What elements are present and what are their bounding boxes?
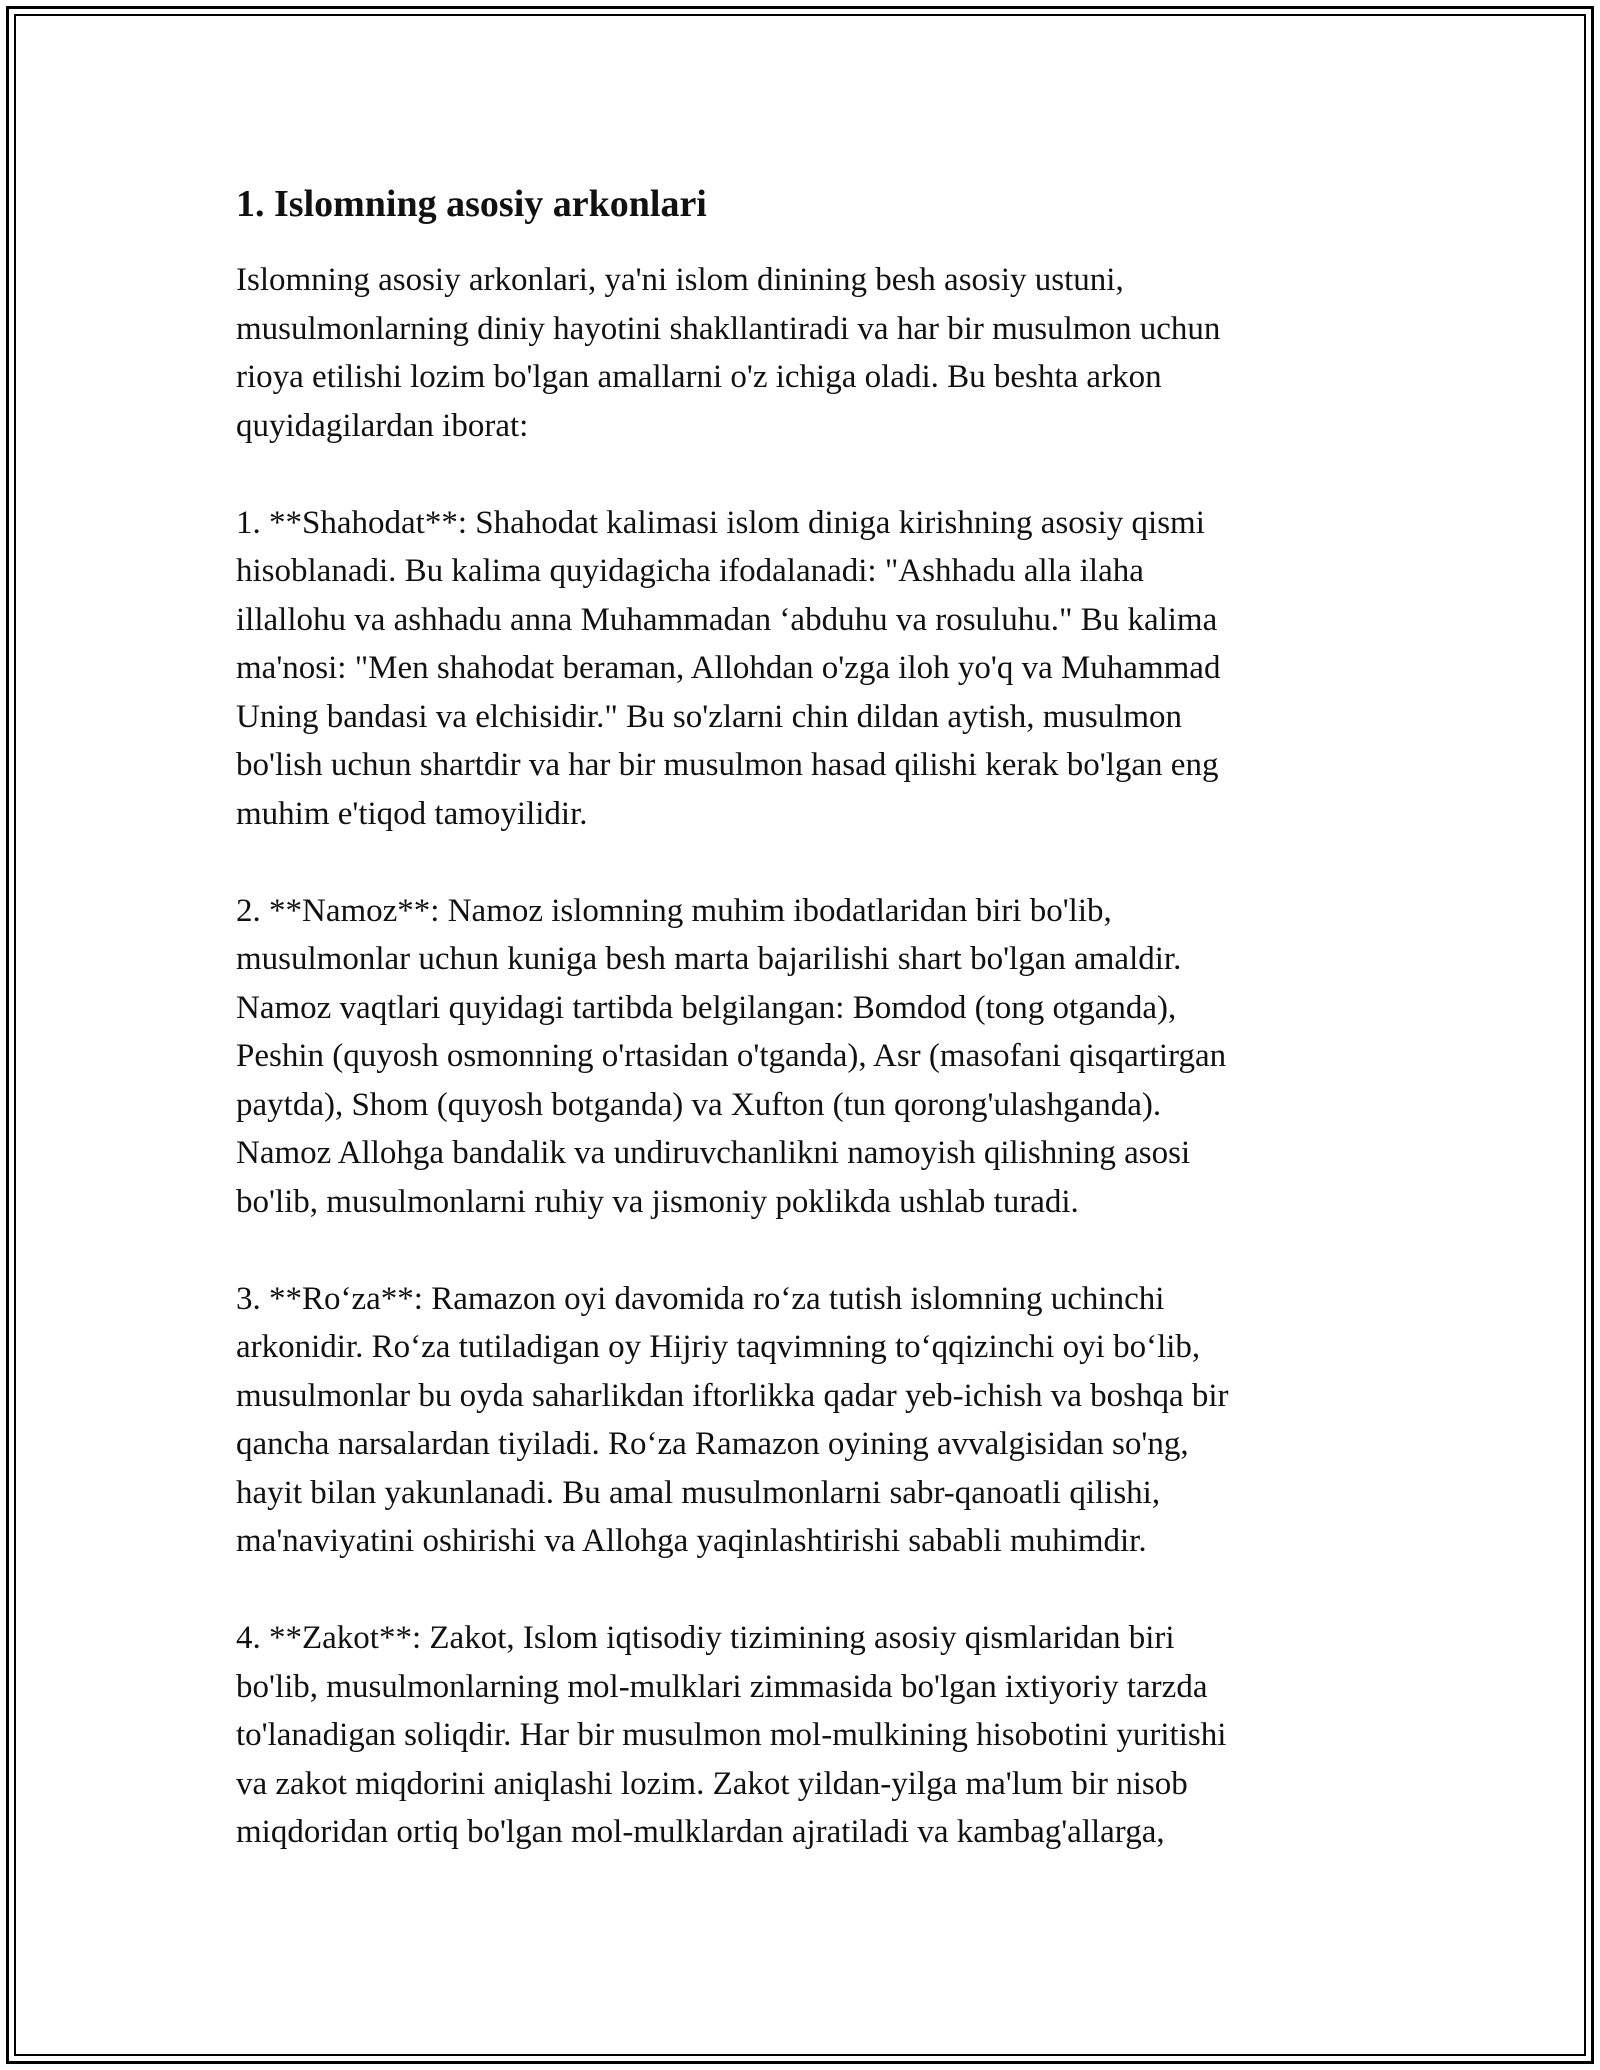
paragraph-line: Namoz vaqtlari quyidagi tartibda belgilangan: Bomdod (tong otganda), (236, 989, 1177, 1026)
paragraph-line: muhim e'tiqod tamoyilidir. (236, 795, 588, 832)
paragraph-namoz (236, 887, 1366, 1227)
paragraph-zakot (236, 1614, 1366, 1857)
paragraph-line: Islomning asosiy arkonlari, ya'ni islom dinining besh asosiy ustuni, (236, 262, 1124, 298)
paragraph-line: 1. **Shahodat**: Shahodat kalimasi islom diniga kirishning asosiy qismi (236, 504, 1205, 541)
paragraph-line: va zakot miqdorini aniqlashi lozim. Zakot yildan-yilga ma'lum bir nisob (236, 1765, 1188, 1802)
paragraph-line: Uning bandasi va elchisidir." Bu so'zlarni chin dildan aytish, musulmon (236, 698, 1183, 735)
paragraph-line: paytda), Shom (quyosh botganda) va Xufton (tun qorong'ulashganda). (236, 1086, 1162, 1123)
paragraph-line: musulmonlar bu oyda saharlikdan iftorlikka qadar yeb-ichish va boshqa bir (236, 1377, 1229, 1414)
paragraph-line: to'lanadigan soliqdir. Har bir musulmon mol-mulkining hisobotini yuritishi (236, 1717, 1227, 1753)
paragraph-line: 4. **Zakot**: Zakot, Islom iqtisodiy tizimining asosiy qismlaridan biri (236, 1620, 1175, 1656)
paragraph-roza (236, 1275, 1366, 1566)
paragraph-line: hisoblanadi. Bu kalima quyidagicha ifodalanadi: "Ashhadu alla ilaha (236, 553, 1144, 589)
document-title: 1. Islomning asosiy arkonlari (236, 183, 707, 225)
paragraph-line: 3. **Ro‘za**: Ramazon oyi davomida ro‘za tutish islomning uchinchi (236, 1280, 1165, 1317)
paragraph-line: quyidagilardan iborat: (236, 407, 529, 444)
paragraph-line: Peshin (quyosh osmonning o'rtasidan o'tganda), Asr (masofani qisqartirgan (236, 1038, 1227, 1074)
paragraph-line: bo'lish uchun shartdir va har bir musulmon hasad qilishi kerak bo'lgan eng (236, 747, 1219, 783)
paragraph-line: rioya etilishi lozim bo'lgan amallarni o'z ichiga oladi. Bu beshta arkon (236, 359, 1162, 395)
paragraph-line: hayit bilan yakunlanadi. Bu amal musulmonlarni sabr-qanoatli qilishi, (236, 1474, 1161, 1511)
paragraph-line: 2. **Namoz**: Namoz islomning muhim ibodatlaridan biri bo'lib, (236, 892, 1112, 929)
paragraph-shahodat (236, 499, 1366, 839)
paragraph-line: illallohu va ashhadu anna Muhammadan ‘abduhu va rosuluhu." Bu kalima (236, 601, 1218, 638)
paragraph-line: ma'naviyatini oshirishi va Allohga yaqinlashtirishi sababli muhimdir. (236, 1523, 1147, 1559)
paragraph-line: bo'lib, musulmonlarning mol-mulklari zimmasida bo'lgan ixtiyoriy tarzda (236, 1668, 1208, 1705)
paragraph-line: musulmonlar uchun kuniga besh marta bajarilishi shart bo'lgan amaldir. (236, 941, 1182, 977)
paragraph-line: bo'lib, musulmonlarni ruhiy va jismoniy poklikda ushlab turadi. (236, 1183, 1079, 1220)
paragraph-line: Namoz Allohga bandalik va undiruvchanlikni namoyish qilishning asosi (236, 1135, 1191, 1171)
paragraph-intro (236, 256, 1366, 450)
paragraph-line: arkonidir. Ro‘za tutiladigan oy Hijriy taqvimning to‘qqizinchi oyi bo‘lib, (236, 1329, 1201, 1365)
paragraph-line: qancha narsalardan tiyiladi. Ro‘za Ramazon oyining avvalgisidan so'ng, (236, 1426, 1189, 1462)
paragraph-line: musulmonlarning diniy hayotini shakllantiradi va har bir musulmon uchun (236, 310, 1221, 347)
document-body (236, 180, 1366, 1905)
paragraph-line: miqdoridan ortiq bo'lgan mol-mulklardan ajratiladi va kambag'allarga, (236, 1814, 1165, 1850)
paragraph-line: ma'nosi: "Men shahodat beraman, Allohdan o'zga iloh yo'q va Muhammad (236, 650, 1221, 686)
